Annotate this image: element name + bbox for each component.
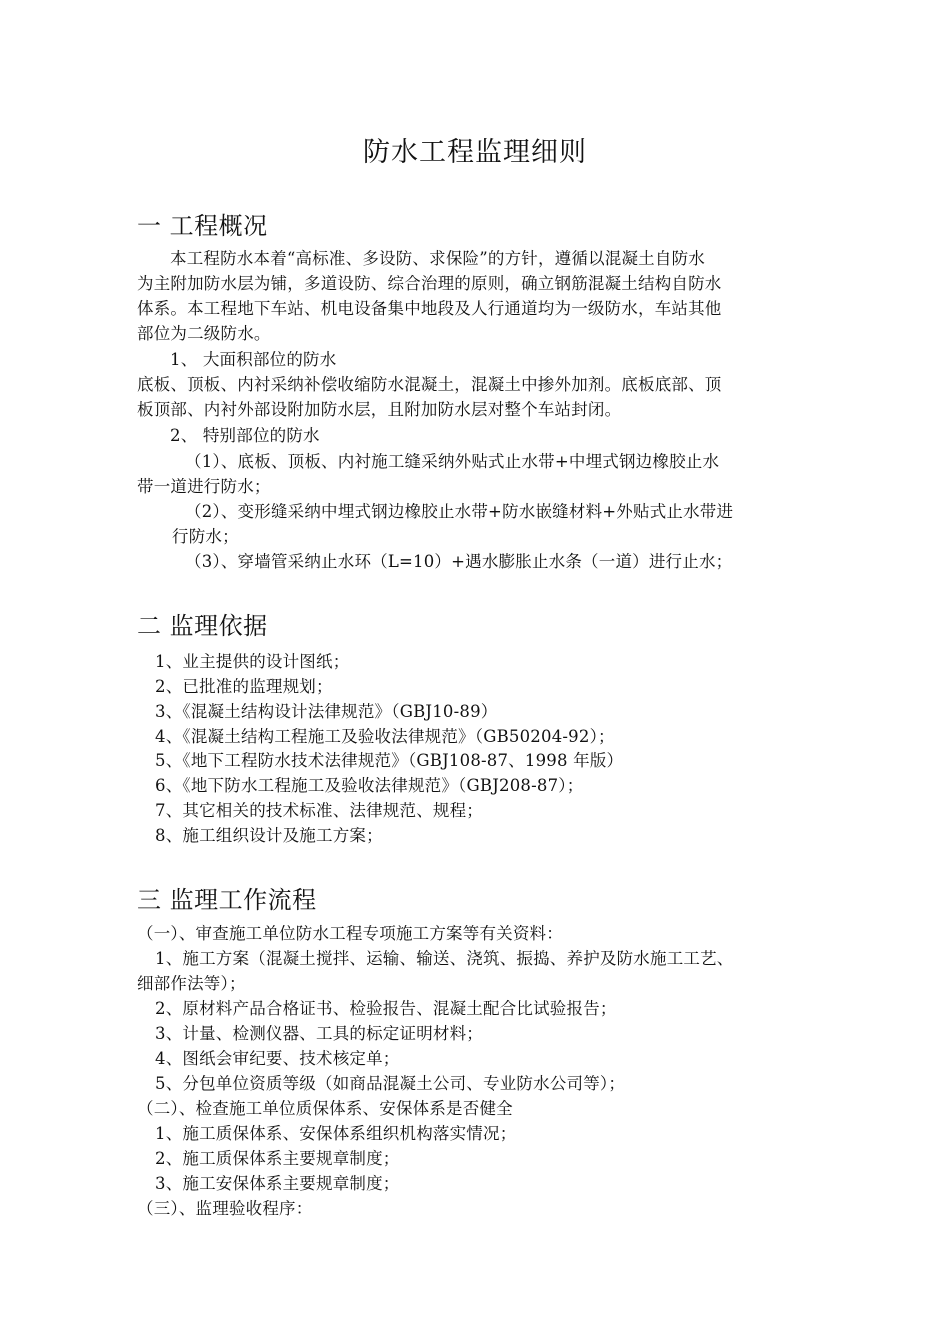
paragraph-line: 本工程防水本着“高标准、多设防、求保险”的方针，遵循以混凝土自防水 <box>170 249 705 268</box>
list-item-title: 1、 大面积部位的防水 <box>170 350 337 369</box>
document-title: 防水工程监理细则 <box>363 137 587 168</box>
paragraph-line: 带一道进行防水； <box>137 477 271 496</box>
section-heading-overview: 一 工程概况 <box>137 212 268 240</box>
paragraph-line: （2）、变形缝采纳中埋式钢边橡胶止水带+防水嵌缝材料+外贴式止水带进 <box>185 502 734 521</box>
list-item: 2、原材料产品合格证书、检验报告、混凝土配合比试验报告； <box>155 999 617 1018</box>
subsection-title: （一）、审查施工单位防水工程专项施工方案等有关资料： <box>137 924 563 943</box>
list-item: 8、施工组织设计及施工方案； <box>155 826 383 845</box>
list-item: 1、施工质保体系、安保体系组织机构落实情况； <box>155 1124 517 1143</box>
list-item: 4、《混凝土结构工程施工及验收法律规范》（GB50204-92）； <box>155 727 615 746</box>
subsection-title: （二）、检查施工单位质保体系、安保体系是否健全 <box>137 1099 513 1118</box>
paragraph-line: 部位为二级防水。 <box>137 324 271 343</box>
list-item: 3、施工安保体系主要规章制度； <box>155 1174 400 1193</box>
list-item: 3、计量、检测仪器、工具的标定证明材料； <box>155 1024 483 1043</box>
paragraph-line: 体系。本工程地下车站、机电设备集中地段及人行通道均为一级防水，车站其他 <box>137 299 722 318</box>
list-item: 1、业主提供的设计图纸； <box>155 652 350 671</box>
list-item: 5、《地下工程防水技术法律规范》（GBJ108-87、1998 年版） <box>155 751 624 770</box>
subsection-title: （三）、监理验收程序： <box>137 1199 313 1218</box>
paragraph-line: （1）、底板、顶板、内衬施工缝采纳外贴式止水带+中埋式钢边橡胶止水 <box>185 452 720 471</box>
list-item: 2、已批准的监理规划； <box>155 677 333 696</box>
list-item: 4、图纸会审纪要、技术核定单； <box>155 1049 400 1068</box>
list-item: 6、《地下防水工程施工及验收法律规范》（GBJ208-87）； <box>155 776 584 795</box>
list-item: 5、分包单位资质等级（如商品混凝土公司、专业防水公司等）； <box>155 1074 626 1093</box>
list-item: 7、其它相关的技术标准、法律规范、规程； <box>155 801 483 820</box>
list-item-title: 2、 特别部位的防水 <box>170 426 320 445</box>
section-heading-basis: 二 监理依据 <box>137 612 268 640</box>
paragraph-line: 为主附加防水层为铺，多道设防、综合治理的原则，确立钢筋混凝土结构自防水 <box>137 274 722 293</box>
list-item: 3、《混凝土结构设计法律规范》（GBJ10-89） <box>155 702 498 721</box>
list-item: 2、施工质保体系主要规章制度； <box>155 1149 400 1168</box>
paragraph-line: （3）、穿墙管采纳止水环（L=10）+遇水膨胀止水条（一道）进行止水； <box>185 552 733 571</box>
list-item: 1、施工方案（混凝土搅拌、运输、输送、浇筑、振捣、养护及防水施工工艺、 <box>155 949 734 968</box>
section-heading-workflow: 三 监理工作流程 <box>137 886 317 914</box>
paragraph-line: 板顶部、内衬外部设附加防水层，且附加防水层对整个车站封闭。 <box>137 400 622 419</box>
paragraph-line: 行防水； <box>172 527 239 546</box>
list-item: 细部作法等）； <box>137 974 246 993</box>
paragraph-line: 底板、顶板、内衬采纳补偿收缩防水混凝土，混凝土中掺外加剂。底板底部、顶 <box>137 375 722 394</box>
